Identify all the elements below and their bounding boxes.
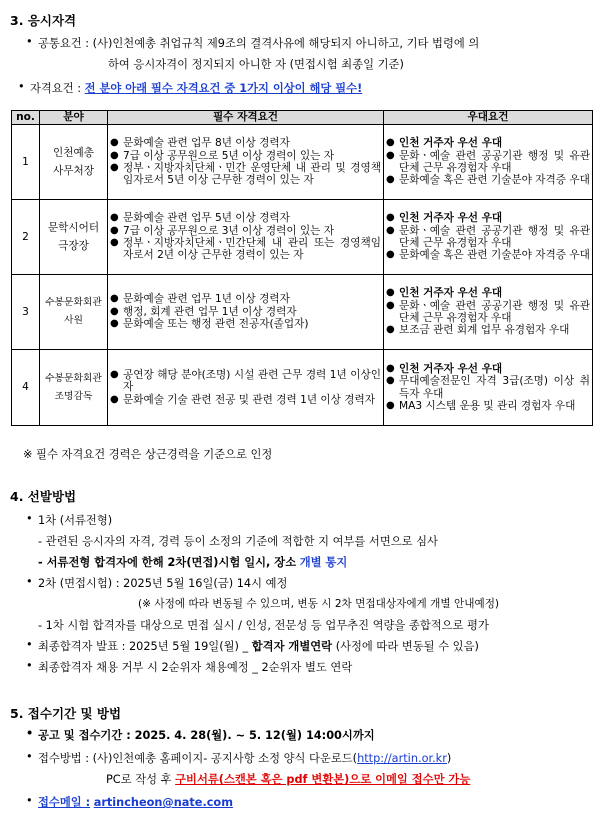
requirement-item: ● 정부ㆍ지방자치단체ㆍ민간단체 내 관리 또는 경영책임자로서 2년 이상 근무한 경력이 있는 자 bbox=[110, 237, 381, 262]
header-no: no. bbox=[12, 111, 40, 125]
requirement-item: ● 7급 이상 공무원으로 3년 이상 경력이 있는 자 bbox=[110, 225, 381, 237]
preference-item: ● 문화ㆍ예술 관련 공공기관 행정 및 유관 단체 근무 유경험자 우대 bbox=[386, 150, 590, 175]
section-5-title: 5. 접수기간 및 방법 bbox=[10, 706, 122, 721]
field-line: 극장장 bbox=[58, 240, 89, 252]
header-preferred: 우대요건 bbox=[384, 111, 593, 125]
preference-item: ● MA3 시스템 운용 및 관리 경험자 우대 bbox=[386, 400, 590, 412]
preference-item: ● 인천 거주자 우선 우대 bbox=[386, 212, 590, 224]
row-field bbox=[40, 125, 108, 200]
stage2-line: • 2차 (면접시험) : 2025년 5월 16일(금) 14시 예정 bbox=[38, 575, 287, 591]
stage2-description: - 1차 시험 합격자를 대상으로 면접 실시 / 인성, 전문성 등 업무추진 역량을 종합적으로 평가 bbox=[38, 619, 489, 632]
preference-item: ● 무대예술전문인 자격 3급(조명) 이상 취득자 우대 bbox=[386, 375, 590, 400]
reserve-line: • 최종합격자 채용 거부 시 2순위자 채용예정 _ 2순위자 별도 연락 bbox=[38, 659, 352, 675]
requirement-item: ● 7급 이상 공무원으로 5년 이상 경력이 있는 자 bbox=[110, 150, 381, 162]
field-line: 수봉문화회관 bbox=[45, 372, 102, 384]
method-text-end: ) bbox=[446, 752, 452, 765]
requirement-item: ● 문화예술 관련 업무 1년 이상 경력자 bbox=[110, 293, 381, 305]
row-field bbox=[40, 200, 108, 275]
stage1-line: • 1차 (서류전형) bbox=[38, 512, 112, 528]
homepage-link[interactable]: http://artin.or.kr bbox=[357, 752, 447, 765]
preference-item: ● 문화ㆍ예술 관련 공공기관 행정 및 유관 단체 근무 유경험자 우대 bbox=[386, 225, 590, 250]
preference-item: ● 인천 거주자 우선 우대 bbox=[386, 287, 590, 299]
stage1-notice-highlight: 개별 통지 bbox=[299, 556, 348, 569]
stage1-notice bbox=[38, 554, 347, 570]
row-required bbox=[108, 200, 384, 275]
preference-item: ● 인천 거주자 우선 우대 bbox=[386, 363, 590, 375]
field-line: 사원 bbox=[64, 315, 83, 326]
qualification-table bbox=[11, 110, 593, 426]
final-announcement-line bbox=[38, 638, 479, 654]
row-field bbox=[40, 275, 108, 350]
preference-item: ● 문화예술 혹은 관련 기술분야 자격증 우대 bbox=[386, 249, 590, 261]
row-no: 1 bbox=[12, 125, 40, 200]
common-requirement-line bbox=[38, 35, 479, 51]
preference-item: ● 보조금 관련 회계 업무 유경험자 우대 bbox=[386, 324, 590, 336]
final-note: (사정에 따라 변동될 수 있음) bbox=[335, 640, 479, 653]
method2-highlight: 구비서류(스캔본 혹은 pdf 변환본)으로 이메일 접수만 가능 bbox=[175, 773, 471, 786]
row-field bbox=[40, 350, 108, 426]
qualification-line bbox=[30, 80, 362, 96]
row-required bbox=[108, 125, 384, 200]
email-label: 접수메일 : bbox=[38, 796, 91, 809]
qualification-emphasis: 전 분야 아래 필수 자격요건 중 1가지 이상이 해당 필수! bbox=[84, 82, 363, 95]
preference-item: ● 문화ㆍ예술 관련 공공기관 행정 및 유관 단체 근무 유경험자 우대 bbox=[386, 300, 590, 325]
common-text-2: 하여 응시자격이 정지되지 아니한 자 (면접시험 최종일 기준) bbox=[108, 58, 404, 71]
row-preferred bbox=[384, 275, 593, 350]
method2-text: PC로 작성 후 bbox=[106, 773, 172, 786]
requirement-item: ● 문화예술 또는 행정 관련 전공자(졸업자) bbox=[110, 318, 381, 330]
period-line: • 공고 및 접수기간 : 2025. 4. 28(월). ~ 5. 12(월) 14:00시까지 bbox=[38, 727, 375, 743]
row-no: 3 bbox=[12, 275, 40, 350]
row-preferred bbox=[384, 200, 593, 275]
final-text: 최종합격자 발표 : 2025년 5월 19일(월) _ bbox=[38, 640, 249, 653]
field-line: 조명감독 bbox=[54, 390, 93, 402]
requirement-item: ● 공연장 해당 분야(조명) 시설 관련 근무 경력 1년 이상인 자 bbox=[110, 369, 381, 394]
field-line: 사무처장 bbox=[53, 165, 94, 177]
requirement-item: ● 행정, 회계 관련 업무 1년 이상 경력자 bbox=[110, 306, 381, 318]
row-required bbox=[108, 350, 384, 426]
row-no: 2 bbox=[12, 200, 40, 275]
row-preferred bbox=[384, 350, 593, 426]
header-required: 필수 자격요건 bbox=[108, 111, 384, 125]
method-line bbox=[38, 750, 451, 766]
field-line: 인천예총 bbox=[53, 147, 94, 159]
field-line: 수봉문화회관 bbox=[45, 297, 102, 308]
section-4-title: 4. 선발방법 bbox=[10, 489, 77, 504]
row-preferred bbox=[384, 125, 593, 200]
preference-item: ● 인천 거주자 우선 우대 bbox=[386, 137, 590, 149]
method-text: 접수방법 : (사)인천예총 홈페이지- 공지사항 소정 양식 다운로드( bbox=[38, 752, 358, 765]
section-3-title: 3. 응시자격 bbox=[10, 13, 77, 28]
stage1-description: - 관련된 응시자의 자격, 경력 등이 소정의 기준에 적합한 지 여부를 서면으로 심사 bbox=[38, 535, 438, 548]
qualification-label: 자격요건 : bbox=[30, 82, 82, 95]
email-line bbox=[38, 794, 233, 810]
requirement-item: ● 문화예술 관련 업무 8년 이상 경력자 bbox=[110, 137, 381, 149]
row-no: 4 bbox=[12, 350, 40, 426]
table-row bbox=[12, 350, 593, 426]
row-required bbox=[108, 275, 384, 350]
table-header-row bbox=[12, 111, 593, 125]
method-line-2 bbox=[106, 771, 470, 787]
preference-item: ● 문화예술 혹은 관련 기술분야 자격증 우대 bbox=[386, 174, 590, 186]
requirement-item: ● 문화예술 관련 업무 5년 이상 경력자 bbox=[110, 212, 381, 224]
table-row bbox=[12, 125, 593, 200]
stage2-note: (※ 사정에 따라 변동될 수 있으며, 변동 시 2차 면접대상자에게 개별 안내예정) bbox=[138, 598, 500, 610]
requirement-item: ● 문화예술 기술 관련 전공 및 관련 경력 1년 이상 경력자 bbox=[110, 394, 381, 406]
common-text-1: : (사)인천예총 취업규칙 제9조의 결격사유에 해당되지 아니하고, 기타 법령에 의 bbox=[85, 37, 480, 50]
table-row bbox=[12, 200, 593, 275]
field-line: 문학시어터 bbox=[47, 222, 100, 234]
table-row bbox=[12, 275, 593, 350]
stage1-notice-text: - 서류전형 합격자에 한해 2차(면접)시험 일시, 장소 bbox=[38, 556, 297, 569]
email-address[interactable]: artincheon@nate.com bbox=[93, 796, 233, 809]
final-highlight: 합격자 개별연락 bbox=[251, 640, 333, 653]
requirement-item: ● 정부ㆍ지방자치단체ㆍ민간 운영단체 내 관리 및 경영책임자로서 5년 이상 근무한 경력이 있는 자 bbox=[110, 162, 381, 187]
table-note: ※ 필수 자격요건 경력은 상근경력을 기준으로 인정 bbox=[23, 448, 273, 461]
header-field: 분야 bbox=[40, 111, 108, 125]
common-label: 공통요건 bbox=[38, 37, 82, 50]
